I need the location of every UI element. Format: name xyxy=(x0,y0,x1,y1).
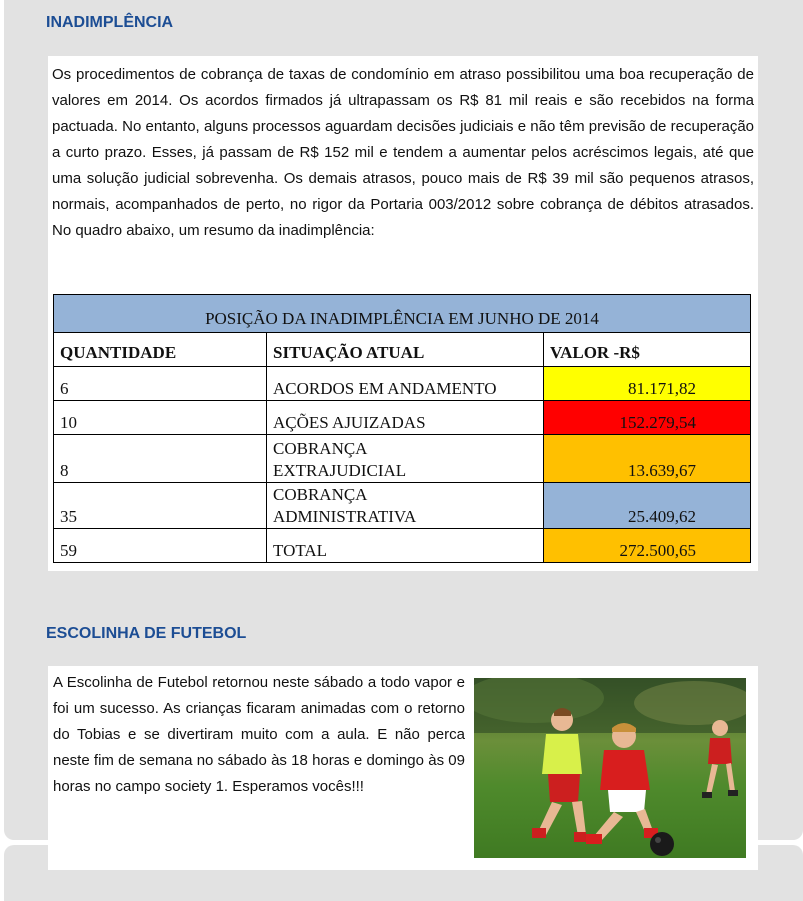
row-value: 13.639,67 xyxy=(544,435,751,483)
row-situation-line1: COBRANÇA xyxy=(273,439,368,458)
table-row xyxy=(54,367,751,401)
table-row xyxy=(54,435,751,483)
row-quantity: 59 xyxy=(54,529,267,563)
table-header-row xyxy=(54,333,751,367)
header-situacao: SITUAÇÃO ATUAL xyxy=(267,333,544,367)
row-situation: ACORDOS EM ANDAMENTO xyxy=(267,367,544,401)
futebol-heading: ESCOLINHA DE FUTEBOL xyxy=(46,625,247,642)
table-row xyxy=(54,483,751,529)
row-situation-line1: COBRANÇA xyxy=(273,485,368,504)
soccer-photo-illustration xyxy=(474,678,746,858)
header-quantidade: QUANTIDADE xyxy=(54,333,267,367)
inadimplencia-box xyxy=(48,56,758,571)
header-valor: VALOR -R$ xyxy=(544,333,751,367)
futebol-paragraph: A Escolinha de Futebol retornou neste sábado a todo vapor e foi um sucesso. As crianças ficaram animadas com o retorno do Tobias e se divertiram muito com a aula. E não perca neste fim de semana no sábado às 18 horas e domingo às 09 horas no campo society 1. Esperamos vocês!!! xyxy=(53,674,465,795)
row-situation: TOTAL xyxy=(267,529,544,563)
row-quantity: 8 xyxy=(54,435,267,483)
table-title: POSIÇÃO DA INADIMPLÊNCIA EM JUNHO DE 2014 xyxy=(54,295,751,333)
row-value: 152.279,54 xyxy=(544,401,751,435)
row-value: 25.409,62 xyxy=(544,483,751,529)
soccer-kids-photo xyxy=(474,678,746,858)
row-situation-line2: EXTRAJUDICIAL xyxy=(273,461,407,480)
table-title-row xyxy=(54,295,751,333)
inadimplencia-heading: INADIMPLÊNCIA xyxy=(46,14,174,31)
table-row-total xyxy=(54,529,751,563)
row-situation-line2: ADMINISTRATIVA xyxy=(273,507,417,526)
row-value: 272.500,65 xyxy=(544,529,751,563)
inadimplencia-table xyxy=(53,294,751,563)
row-quantity: 10 xyxy=(54,401,267,435)
row-situation: AÇÕES AJUIZADAS xyxy=(267,401,544,435)
row-situation xyxy=(267,435,544,483)
futebol-box xyxy=(48,666,758,870)
inadimplencia-paragraph: Os procedimentos de cobrança de taxas de condomínio em atraso possibilitou uma boa recuperação de valores em 2014. Os acordos firmados já ultrapassam os R$ 81 mil reais e são recebidos na forma pactuada. No entanto, alguns processos aguardam decisões judiciais e não têm previsão de recuperação a curto prazo. Esses, já passam de R$ 152 mil e tendem a aumentar pelos acréscimos legais, até que uma solução judicial sobrevenha. Os demais atrasos, pouco mais de R$ 39 mil são pequenos atrasos, normais, acompanhados de perto, no rigor da Portaria 003/2012 sobre cobrança de débitos atrasados. No quadro abaixo, um resumo da inadimplência: xyxy=(52,66,754,239)
table-row xyxy=(54,401,751,435)
row-quantity: 6 xyxy=(54,367,267,401)
row-value: 81.171,82 xyxy=(544,367,751,401)
row-situation xyxy=(267,483,544,529)
row-quantity: 35 xyxy=(54,483,267,529)
